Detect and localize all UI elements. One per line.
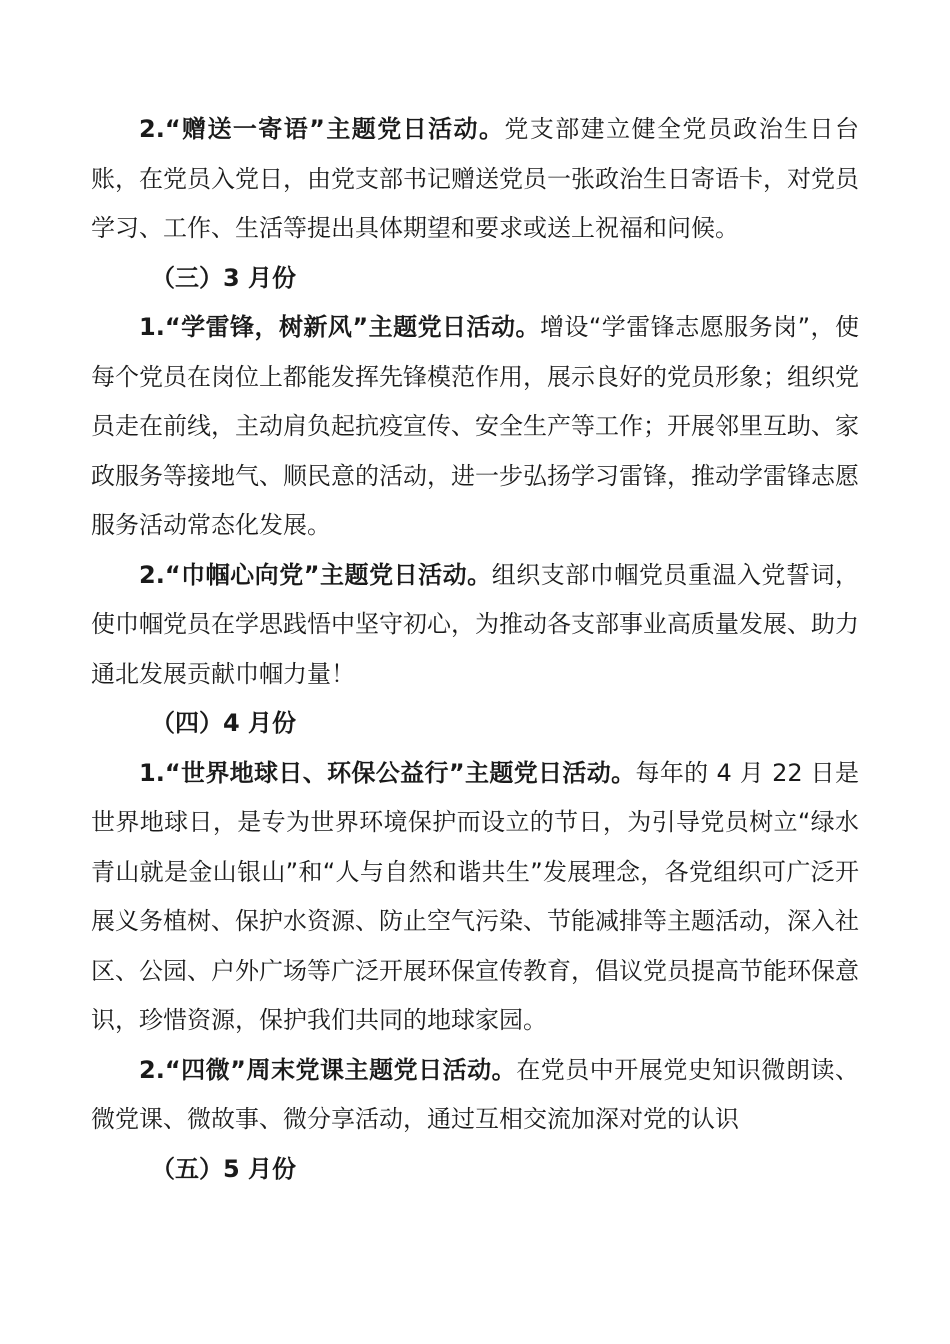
paragraph-text: 每年的 4 月 22 日是世界地球日，是专为世界环境保护而设立的节日，为引导党员树立“绿水青山就是金山银山”和“人与自然和谐共生”发展理念，各党组织可广泛开展义务植树、保护水资源、防止空气污染、节能减排等主题活动，深入社区、公园、户外广场等广泛开展环保宣传教育，倡议党员提高节能环保意识，珍惜资源，保护我们共同的地球家园。	[91, 758, 859, 1034]
paragraph-lead: 1.“世界地球日、环保公益行”主题党日活动。	[139, 758, 636, 787]
paragraph-gift-message-activity	[91, 105, 859, 254]
paragraph-lead: 1.“学雷锋，树新风”主题党日活动。	[139, 313, 540, 341]
paragraph-lead: 2.“赠送一寄语”主题党日活动。	[139, 115, 505, 143]
paragraph-lead: 2.“巾帼心向党”主题党日活动。	[139, 560, 492, 589]
paragraph-earth-day-activity	[91, 749, 859, 1046]
section-heading-april: （四）4 月份	[151, 709, 297, 737]
paragraph-women-party-activity	[91, 551, 859, 700]
paragraph-learn-leifeng-activity	[91, 303, 859, 551]
paragraph-lead: 2.“四微”周末党课主题党日活动。	[139, 1055, 517, 1084]
paragraph-text: 党支部建立健全党员政治生日台账，在党员入党日，由党支部书记赠送党员一张政治生日寄语卡，对党员学习、工作、生活等提出具体期望和要求或送上祝福和问候。	[91, 115, 859, 242]
document-body	[91, 105, 859, 1194]
paragraph-text: 在党员中开展党史知识微朗读、微党课、微故事、微分享活动，通过互相交流加深对党的认识	[91, 1055, 859, 1133]
section-heading-may: （五）5 月份	[151, 1154, 297, 1183]
paragraph-four-micro-activity	[91, 1046, 859, 1145]
paragraph-text: 组织支部巾帼党员重温入党誓词，使巾帼党员在学思践悟中坚守初心，为推动各支部事业高质量发展、助力通北发展贡献巾帼力量！	[91, 560, 859, 688]
section-heading-march: （三）3 月份	[151, 263, 297, 292]
paragraph-text: 增设“学雷锋志愿服务岗”，使每个党员在岗位上都能发挥先锋模范作用，展示良好的党员形象；组织党员走在前线，主动肩负起抗疫宣传、安全生产等工作；开展邻里互助、家政服务等接地气、顺民意的活动，进一步弘扬学习雷锋，推动学雷锋志愿服务活动常态化发展。	[91, 313, 859, 539]
